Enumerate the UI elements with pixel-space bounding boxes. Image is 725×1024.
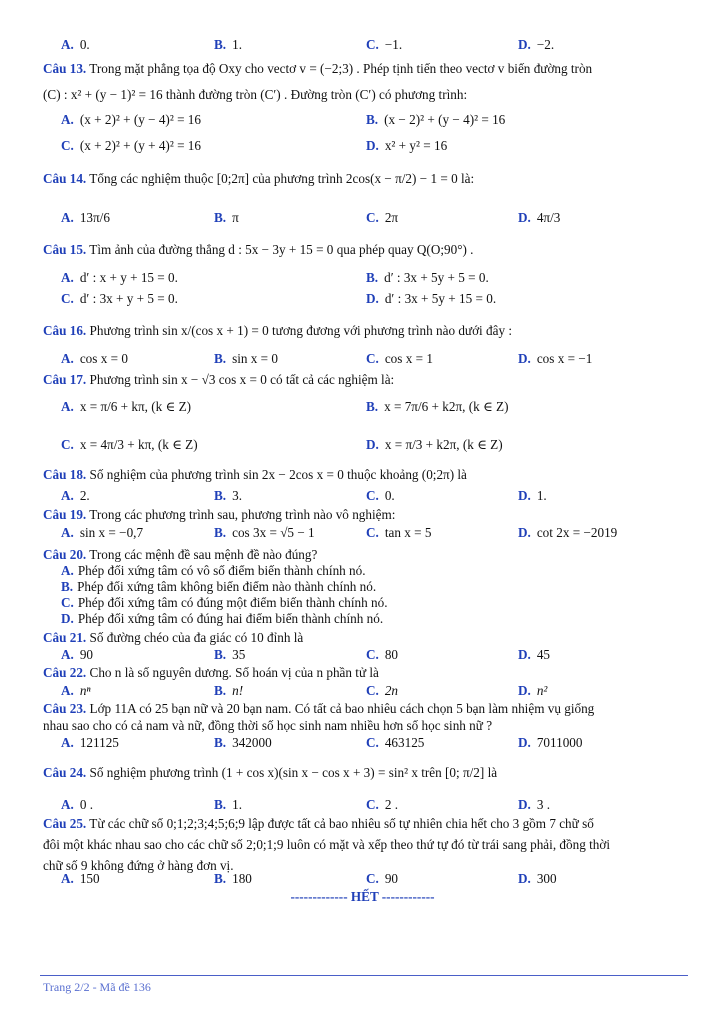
question-20: Câu 20. Trong các mệnh đề sau mệnh đề nào đúng?: [43, 547, 318, 562]
option-d: D. 4π/3: [518, 210, 561, 225]
option-c: C. 0.: [366, 488, 395, 503]
option-b: B. 1.: [214, 797, 242, 812]
option-a: A. d′ : x + y + 15 = 0.: [61, 270, 178, 285]
option-a: A. 121125: [61, 735, 119, 750]
q13-options-cd: [61, 138, 701, 156]
question-22: Câu 22. Cho n là số nguyên dương. Số hoán vị của n phần tử là: [43, 665, 379, 680]
option-d: D. 3 .: [518, 797, 551, 812]
q18-options: [61, 488, 701, 506]
page-footer: Trang 2/2 - Mã đề 136: [43, 980, 151, 994]
q12-options: [61, 37, 701, 55]
option-c: C. x = 4π/3 + kπ, (k ∈ Z): [61, 437, 198, 452]
question-14: Câu 14. Tổng các nghiệm thuộc [0;2π] của phương trình 2cos(x − π/2) − 1 = 0 là:: [43, 171, 475, 186]
question-18: Câu 18. Số nghiệm của phương trình sin 2x − 2cos x = 0 thuộc khoảng (0;2π) là: [43, 467, 467, 482]
option-d: D. n²: [518, 683, 548, 698]
option-a: A. cos x = 0: [61, 351, 128, 366]
option-a: A. 0.: [61, 37, 90, 52]
option-c: C. d′ : 3x + y + 5 = 0.: [61, 291, 178, 306]
option-b: B. 180: [214, 871, 252, 886]
option-c: C. 2 .: [366, 797, 399, 812]
option-d: D. cos x = −1: [518, 351, 593, 366]
question-19: Câu 19. Trong các phương trình sau, phương trình nào vô nghiệm:: [43, 507, 396, 522]
option-d: D. Phép đối xứng tâm có đúng hai điểm biến thành chính nó.: [61, 611, 384, 626]
option-b: B. 35: [214, 647, 246, 662]
q21-options: [61, 647, 701, 665]
q16-options: [61, 351, 701, 369]
q19-options: [61, 525, 701, 543]
q13-options-ab: [61, 112, 701, 130]
option-c: C. tan x = 5: [366, 525, 432, 540]
option-d: D. 300: [518, 871, 557, 886]
option-a: A. x = π/6 + kπ, (k ∈ Z): [61, 399, 192, 414]
q22-options: [61, 683, 701, 701]
option-b: B. π: [214, 210, 239, 225]
option-a: A. 2.: [61, 488, 90, 503]
option-b: B. d′ : 3x + 5y + 5 = 0.: [366, 270, 489, 285]
option-c: C. −1.: [366, 37, 403, 52]
option-c: C. 463125: [366, 735, 425, 750]
option-b: B. sin x = 0: [214, 351, 278, 366]
question-17: Câu 17. Phương trình sin x − √3 cos x = 0 có tất cả các nghiệm là:: [43, 372, 395, 387]
option-a: A. 150: [61, 871, 100, 886]
option-c: C. Phép đối xứng tâm có đúng một điểm biến thành chính nó.: [61, 595, 388, 610]
option-c: C. 2n: [366, 683, 399, 698]
option-b: B. 1.: [214, 37, 242, 52]
option-b: B. 342000: [214, 735, 272, 750]
option-d: D. 1.: [518, 488, 547, 503]
question-25: Câu 25. Từ các chữ số 0;1;2;3;4;5;6;9 lập được tất cả bao nhiêu số tự nhiên chia hết cho 3 gồm 7 chữ số đôi một khác nhau sao cho các chữ số 2;0;1;9 luôn có mặt và xếp theo thứ tự đó từ trái sang phải, đồng thời chữ số 9 không đứng ở hàng đơn vị.: [43, 816, 610, 873]
question-16: Câu 16. Phương trình sin x/(cos x + 1) = 0 tương đương với phương trình nào dưới đây :: [43, 323, 513, 338]
option-a: A. 90: [61, 647, 94, 662]
option-d: D. 45: [518, 647, 551, 662]
option-b: B. 3.: [214, 488, 242, 503]
option-a: A. nⁿ: [61, 683, 91, 698]
option-a: A. Phép đối xứng tâm có vô số điểm biến thành chính nó.: [61, 563, 366, 578]
option-c: C. 80: [366, 647, 399, 662]
q20-options: [61, 563, 681, 627]
option-d: D. x = π/3 + k2π, (k ∈ Z): [366, 437, 503, 452]
question-24: Câu 24. Số nghiệm phương trình (1 + cos x)(sin x − cos x + 3) = sin² x trên [0; π/2] là: [43, 765, 498, 780]
footer-divider: [40, 975, 688, 976]
question-15: Câu 15. Tìm ảnh của đường thẳng d : 5x − 3y + 15 = 0 qua phép quay Q(O;90°) .: [43, 242, 474, 257]
option-b: B. cos 3x = √5 − 1: [214, 525, 315, 540]
q17-options-ab: [61, 399, 701, 417]
option-c: C. 2π: [366, 210, 399, 225]
option-d: D. d′ : 3x + 5y + 15 = 0.: [366, 291, 497, 306]
question-21: Câu 21. Số đường chéo của đa giác có 10 đỉnh là: [43, 630, 304, 645]
option-c: C. 90: [366, 871, 399, 886]
q23-options: [61, 735, 701, 753]
option-c: C. cos x = 1: [366, 351, 433, 366]
option-b: B. x = 7π/6 + k2π, (k ∈ Z): [366, 399, 509, 414]
option-b: B. n!: [214, 683, 244, 698]
q25-options: [61, 871, 701, 889]
option-d: D. x² + y² = 16: [366, 138, 448, 153]
option-d: D. −2.: [518, 37, 555, 52]
option-c: C. (x + 2)² + (y + 4)² = 16: [61, 138, 201, 153]
option-b: B. (x − 2)² + (y − 4)² = 16: [366, 112, 506, 127]
q17-options-cd: [61, 437, 701, 455]
option-a: A. sin x = −0,7: [61, 525, 144, 540]
option-d: D. 7011000: [518, 735, 583, 750]
option-a: A. (x + 2)² + (y − 4)² = 16: [61, 112, 201, 127]
q15-options-ab: [61, 270, 701, 288]
option-b: B. Phép đối xứng tâm không biến điểm nào thành chính nó.: [61, 579, 377, 594]
option-d: D. cot 2x = −2019: [518, 525, 618, 540]
end-marker: ------------- HẾT ------------: [290, 889, 435, 904]
question-23: Câu 23. Lớp 11A có 25 bạn nữ và 20 bạn nam. Có tất cả bao nhiêu cách chọn 5 bạn làm nhiệm vụ giống nhau sao cho có cả nam và nữ, đồng thời số học sinh nam nhiều hơn số học sinh nữ ?: [43, 701, 595, 733]
option-a: A. 13π/6: [61, 210, 110, 225]
option-a: A. 0 .: [61, 797, 94, 812]
question-13: Câu 13. Trong mặt phẳng tọa độ Oxy cho vectơ v = (−2;3) . Phép tịnh tiến theo vectơ v biến đường tròn (C) : x² + (y − 1)² = 16 thành đường tròn (C′) . Đường tròn (C′) có phương trình:: [43, 61, 593, 102]
q14-options: [61, 210, 701, 228]
q15-options-cd: [61, 291, 701, 309]
